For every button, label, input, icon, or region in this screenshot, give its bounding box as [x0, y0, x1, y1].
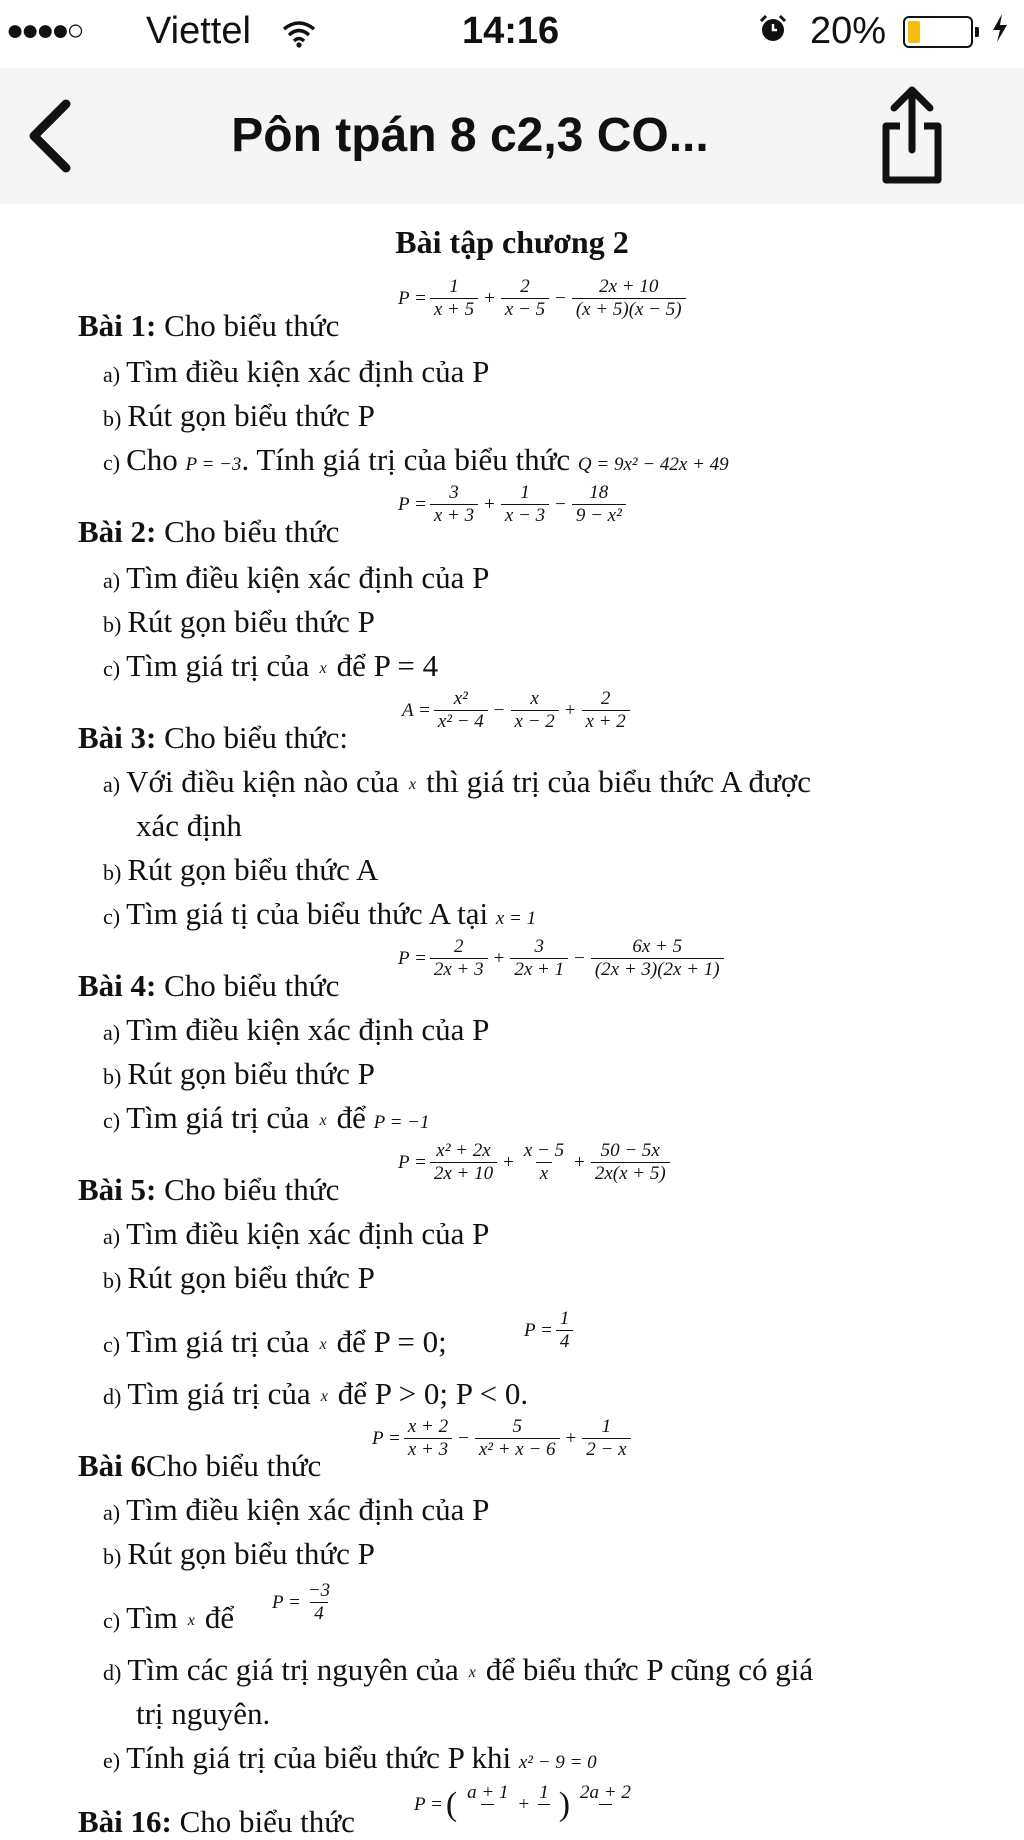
denominator: 4: [310, 1602, 328, 1625]
list-item: [103, 1324, 447, 1360]
fraction: [556, 1308, 574, 1353]
denominator: (2x + 3)(2x + 1): [591, 958, 724, 981]
denominator: 2x + 3: [430, 958, 488, 981]
denominator: 2x(x + 5): [591, 1162, 670, 1185]
inline-math: P = −3: [185, 454, 242, 475]
variable: x: [187, 1611, 195, 1629]
navigation-bar: [0, 68, 1024, 204]
fraction: [572, 276, 686, 321]
item-text: Rút gọn biểu thức P: [127, 1260, 375, 1295]
denominator: (x + 5)(x − 5): [572, 298, 686, 321]
exercise-label: Bài 4:: [78, 968, 157, 1003]
fraction: [572, 482, 626, 527]
signal-strength-indicator: ●●●●○: [6, 14, 82, 47]
operator: −: [555, 287, 566, 309]
numerator: 1: [449, 276, 459, 297]
numerator: 18: [589, 482, 609, 503]
fraction: [430, 276, 478, 321]
list-item: [103, 852, 378, 888]
list-item: [103, 398, 375, 434]
list-item: [103, 1260, 375, 1296]
denominator: x + 3: [430, 504, 478, 527]
formula-lhs: A =: [402, 699, 431, 721]
list-item: [103, 1536, 375, 1572]
item-text: Tính giá trị của biểu thức P khi: [126, 1740, 512, 1775]
item-marker: b): [103, 1544, 122, 1569]
denominator: 2 − x: [582, 1438, 630, 1461]
exercise-intro: Cho biểu thức: [146, 1448, 322, 1483]
clock-time: 14:16: [462, 10, 560, 52]
formula: [398, 276, 689, 321]
exercise-heading: [78, 1448, 321, 1484]
list-item: [103, 604, 375, 640]
denominator: 9 − x²: [572, 504, 626, 527]
formula-lhs: P =: [372, 1427, 401, 1449]
document-heading: Bài tập chương 2: [395, 224, 629, 260]
numerator: 2x + 10: [599, 276, 659, 297]
item-marker: b): [103, 1268, 122, 1293]
item-text: để P > 0; P < 0.: [337, 1376, 529, 1411]
exercise-label: Bài 16:: [78, 1804, 172, 1839]
denominator: x + 5: [430, 298, 478, 321]
variable: x: [319, 659, 327, 677]
denominator: x² + x − 6: [475, 1438, 560, 1461]
numerator: x + 2: [407, 1416, 449, 1437]
fraction: [304, 1580, 334, 1625]
operator: +: [564, 699, 576, 721]
carrier-name: Viettel: [146, 10, 251, 52]
item-text: Rút gọn biểu thức P: [127, 604, 375, 639]
numerator: 1: [520, 482, 530, 503]
list-item: [103, 1492, 489, 1528]
numerator: 5: [512, 1416, 522, 1437]
denominator: x² − 4: [434, 710, 488, 733]
operator: +: [503, 1151, 514, 1173]
item-marker: c): [103, 656, 121, 681]
denominator: [599, 1804, 612, 1827]
fraction: [404, 1416, 452, 1461]
document-page[interactable]: [0, 204, 1024, 1839]
list-item: [103, 764, 811, 800]
numerator: x² + 2x: [436, 1140, 491, 1161]
numerator: 1: [539, 1782, 549, 1803]
item-text: Tìm điều kiện xác định của P: [126, 1216, 490, 1251]
list-item: [103, 1376, 528, 1412]
operator: +: [574, 1151, 585, 1173]
numerator: 2: [520, 276, 530, 297]
item-marker: b): [103, 612, 122, 637]
denominator: 2x + 10: [430, 1162, 497, 1185]
formula: [402, 688, 633, 733]
denominator: x − 3: [501, 504, 549, 527]
item-text: Tìm điều kiện xác định của P: [126, 1012, 490, 1047]
exercise-heading: [78, 1804, 355, 1840]
item-text: Tìm các giá trị nguyên của: [127, 1652, 459, 1687]
variable: x: [319, 1111, 327, 1129]
item-text: Tìm: [126, 1600, 178, 1635]
share-icon: [872, 82, 952, 192]
fraction: [591, 936, 724, 981]
item-marker: b): [103, 406, 122, 431]
fraction: [520, 1140, 568, 1185]
operator: +: [493, 947, 505, 969]
denominator: x + 3: [404, 1438, 452, 1461]
operator: +: [484, 287, 495, 309]
exercise-intro: Cho biểu thức: [179, 1804, 355, 1839]
item-marker: d): [103, 1384, 122, 1409]
item-text: Tìm điều kiện xác định của P: [126, 560, 490, 595]
variable: x: [319, 1335, 327, 1353]
operator: +: [484, 493, 495, 515]
item-text: Tìm điều kiện xác định của P: [126, 354, 490, 389]
denominator: x: [536, 1162, 552, 1185]
inline-math: Q = 9x² − 42x + 49: [577, 454, 729, 475]
fraction: [434, 688, 488, 733]
numerator: 50 − 5x: [600, 1140, 660, 1161]
fraction: [501, 276, 549, 321]
item-text: Rút gọn biểu thức P: [127, 1056, 375, 1091]
numerator: 3: [449, 482, 459, 503]
fraction: [475, 1416, 560, 1461]
chevron-left-icon: [20, 96, 80, 176]
item-text: Với điều kiện nào của: [126, 764, 400, 799]
variable: x: [320, 1387, 328, 1405]
exercise-intro: Cho biểu thức: [164, 968, 340, 1003]
item-text: Rút gọn biểu thức P: [127, 398, 375, 433]
item-text: Tìm giá tị của biểu thức A tại: [126, 896, 489, 931]
list-item: [103, 1056, 375, 1092]
back-button[interactable]: [20, 96, 90, 176]
item-marker: c): [103, 1332, 121, 1357]
fraction: [430, 936, 488, 981]
list-item: [103, 1216, 489, 1252]
list-item: [103, 1100, 429, 1136]
list-item: [103, 1600, 234, 1636]
numerator: 2: [600, 688, 611, 709]
item-text: Tìm giá trị của: [126, 1324, 310, 1359]
list-item: [103, 1740, 597, 1776]
list-item: [103, 442, 729, 478]
fraction: [576, 1782, 635, 1827]
item-marker: c): [103, 450, 121, 475]
denominator: x + 2: [582, 710, 630, 733]
fraction: [501, 482, 549, 527]
item-marker: a): [103, 568, 121, 593]
alarm-clock-icon: [758, 14, 788, 52]
formula: [372, 1416, 634, 1461]
numerator: 2a + 2: [580, 1782, 631, 1803]
exercise-label: Bài 3:: [78, 720, 157, 755]
exercise-label: Bài 5:: [78, 1172, 157, 1207]
fraction: [535, 1782, 553, 1827]
item-text: để: [336, 1100, 366, 1135]
list-item-continuation: [136, 1696, 270, 1732]
list-item: [103, 1012, 489, 1048]
item-marker: b): [103, 1064, 122, 1089]
exercise-label: Bài 6: [78, 1448, 147, 1483]
charging-bolt-icon: [990, 12, 1010, 52]
fraction: [511, 688, 559, 733]
item-marker: a): [103, 362, 121, 387]
variable: x: [409, 775, 417, 793]
left-paren: (: [445, 1785, 458, 1823]
fraction: [582, 1416, 630, 1461]
share-button[interactable]: [872, 82, 952, 192]
item-text: để biểu thức P cũng có giá: [485, 1652, 814, 1687]
exercise-heading: [78, 1172, 339, 1208]
list-item: [103, 354, 489, 390]
numerator: −3: [307, 1580, 331, 1601]
battery-level-fill: [908, 21, 920, 43]
fraction: [430, 1140, 497, 1185]
item-text: để P = 0;: [336, 1324, 447, 1359]
item-marker: a): [103, 1500, 121, 1525]
document-title: Pôn tpán 8 c2,3 CO...: [231, 109, 709, 162]
formula: [414, 1782, 638, 1827]
exercise-intro: Cho biểu thức: [164, 1172, 340, 1207]
list-item: [103, 648, 438, 684]
list-item-continuation: [136, 808, 242, 844]
battery-percentage: 20%: [810, 10, 887, 52]
denominator: x − 5: [501, 298, 549, 321]
item-text: . Tính giá trị của biểu thức: [241, 442, 571, 477]
item-text: Tìm giá trị của: [126, 648, 310, 683]
inline-math: x² − 9 = 0: [518, 1752, 597, 1773]
operator: −: [555, 493, 566, 515]
denominator: 4: [556, 1330, 574, 1353]
item-text: trị nguyên.: [136, 1696, 271, 1731]
exercise-intro: Cho biểu thức: [164, 514, 340, 549]
numerator: x: [530, 688, 539, 709]
formula-lhs: P =: [398, 947, 427, 969]
item-text: Cho: [126, 442, 178, 477]
exercise-heading: [78, 514, 339, 550]
formula: [398, 936, 727, 981]
formula-lhs: P =: [398, 287, 427, 309]
fraction: [582, 688, 630, 733]
numerator: 1: [559, 1308, 570, 1329]
numerator: a + 1: [467, 1782, 509, 1803]
item-marker: c): [103, 1608, 121, 1633]
formula: [398, 482, 629, 527]
list-item: [103, 896, 536, 932]
operator: −: [458, 1427, 469, 1449]
list-item: [103, 560, 489, 596]
formula-lhs: P =: [524, 1319, 553, 1341]
item-marker: a): [103, 772, 121, 797]
item-text: Rút gọn biểu thức A: [127, 852, 379, 887]
exercise-intro: Cho biểu thức:: [164, 720, 348, 755]
operator: −: [574, 947, 585, 969]
denominator: [481, 1804, 494, 1827]
item-text: xác định: [136, 808, 242, 843]
exercise-label: Bài 1:: [78, 308, 157, 343]
exercise-heading: [78, 720, 348, 756]
formula-lhs: P =: [414, 1793, 443, 1815]
right-paren: ): [558, 1785, 571, 1823]
fraction: [463, 1782, 512, 1827]
operator: +: [518, 1793, 530, 1815]
exercise-label: Bài 2:: [78, 514, 157, 549]
list-item: [103, 1652, 813, 1688]
formula: [398, 1140, 673, 1185]
numerator: x − 5: [523, 1140, 565, 1161]
numerator: 2: [453, 936, 464, 957]
item-text: thì giá trị của biểu thức A được: [426, 764, 812, 799]
item-marker: a): [103, 1020, 121, 1045]
variable: x: [468, 1663, 476, 1681]
item-text: Tìm giá trị của: [126, 1100, 310, 1135]
operator: −: [493, 699, 505, 721]
fraction: [591, 1140, 670, 1185]
operator: +: [565, 1427, 577, 1449]
fraction: [430, 482, 478, 527]
inline-math: P = −1: [373, 1112, 430, 1133]
formula-lhs: P =: [398, 1151, 427, 1173]
numerator: 1: [601, 1416, 612, 1437]
item-text: Tìm giá trị của: [127, 1376, 311, 1411]
inline-formula: [272, 1580, 337, 1625]
item-marker: d): [103, 1660, 122, 1685]
status-bar: [0, 0, 1024, 68]
item-text: Rút gọn biểu thức P: [127, 1536, 375, 1571]
exercise-intro: Cho biểu thức: [164, 308, 340, 343]
item-text: Tìm điều kiện xác định của P: [126, 1492, 490, 1527]
item-text: để: [204, 1600, 235, 1635]
formula-lhs: P =: [272, 1591, 301, 1613]
item-marker: b): [103, 860, 122, 885]
item-marker: c): [103, 904, 121, 929]
item-marker: e): [103, 1748, 121, 1773]
item-marker: c): [103, 1108, 121, 1133]
inline-math: x = 1: [495, 908, 537, 929]
denominator: x − 2: [511, 710, 559, 733]
item-marker: a): [103, 1224, 121, 1249]
battery-icon: [903, 16, 973, 48]
denominator: 2x + 1: [510, 958, 568, 981]
wifi-icon: [282, 16, 316, 59]
numerator: 3: [534, 936, 544, 957]
numerator: x²: [453, 688, 468, 709]
denominator: [538, 1804, 551, 1827]
exercise-heading: [78, 968, 339, 1004]
exercise-heading: [78, 308, 339, 344]
inline-formula: [524, 1308, 576, 1353]
fraction: [510, 936, 568, 981]
item-text: để P = 4: [336, 648, 439, 683]
formula-lhs: P =: [398, 493, 427, 515]
battery-terminal: [975, 27, 979, 37]
numerator: 6x + 5: [632, 936, 683, 957]
